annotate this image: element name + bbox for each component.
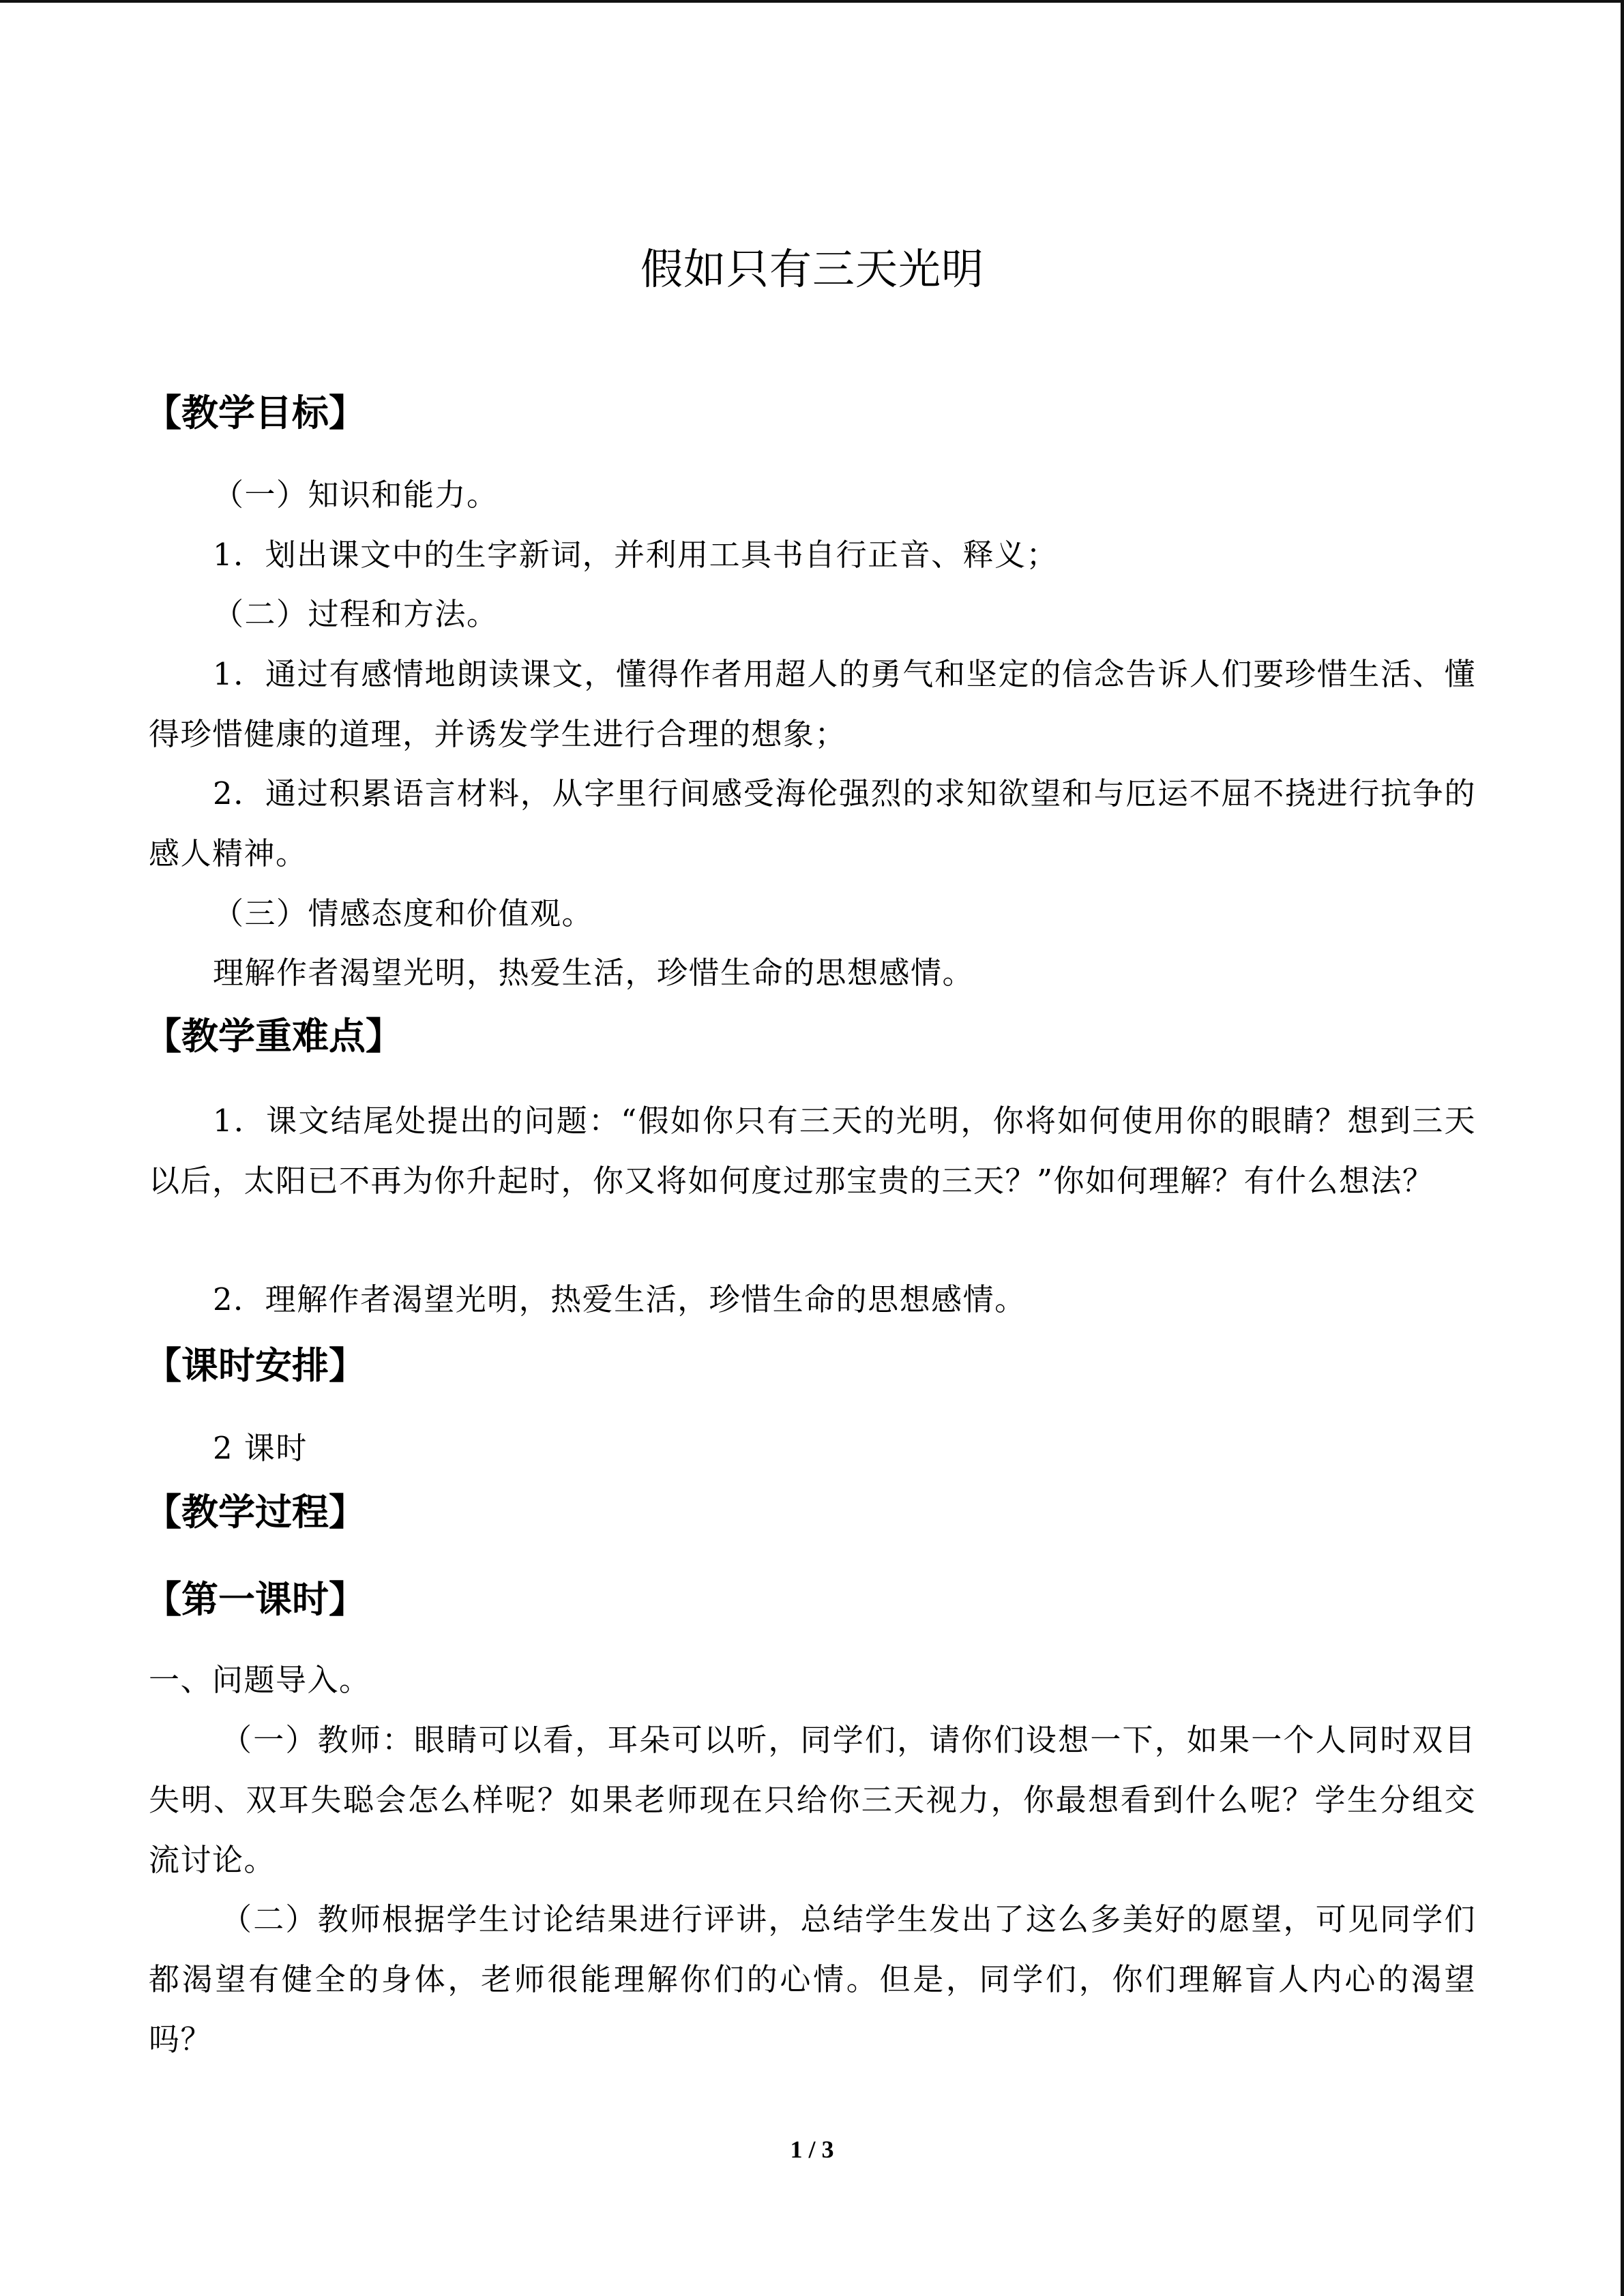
document-title: 假如只有三天光明 xyxy=(640,243,984,294)
objective-process-item-1: 1．通过有感情地朗读课文，懂得作者用超人的勇气和坚定的信念告诉人们要珍惜生活、懂得珍惜健康的道理，并诱发学生进行合理的想象； xyxy=(149,656,1476,752)
objective-emotion-label: （三）情感态度和价值观。 xyxy=(213,895,594,931)
objective-knowledge-item-1: 1．划出课文中的生字新词，并利用工具书自行正音、释义； xyxy=(213,537,1059,573)
schedule-value: 2 课时 xyxy=(213,1430,308,1466)
objective-process-label: （二）过程和方法。 xyxy=(213,596,499,632)
heading-process: 【教学过程】 xyxy=(145,1491,366,1534)
heading-schedule: 【课时安排】 xyxy=(145,1344,366,1387)
heading-key-points: 【教学重难点】 xyxy=(145,1015,402,1058)
key-point-item-1: 1．课文结尾处提出的问题：“假如你只有三天的光明，你将如何使用你的眼睛？想到三天以后，太阳已不再为你升起时，你又将如何度过那宝贵的三天？”你如何理解？有什么想法？ xyxy=(149,1103,1476,1199)
page-number: 1 / 3 xyxy=(790,2136,834,2163)
objective-knowledge-label: （一）知识和能力。 xyxy=(213,477,499,513)
heading-first-lesson: 【第一课时】 xyxy=(145,1578,366,1621)
page-border-top xyxy=(0,0,1624,3)
lesson-step-intro: 一、问题导入。 xyxy=(149,1662,371,1698)
heading-objectives: 【教学目标】 xyxy=(145,391,366,434)
lesson-step-teacher-review: （二）教师根据学生讨论结果进行评讲，总结学生发出了这么多美好的愿望，可见同学们都渴望有健全的身体，老师很能理解你们的心情。但是，同学们，你们理解盲人内心的渴望吗？ xyxy=(149,1901,1476,2057)
page-border-right xyxy=(1621,0,1624,2296)
key-point-item-2: 2．理解作者渴望光明，热爱生活，珍惜生命的思想感情。 xyxy=(213,1281,1027,1317)
objective-emotion-item: 理解作者渴望光明，热爱生活，珍惜生命的思想感情。 xyxy=(213,955,975,991)
objective-process-item-2: 2．通过积累语言材料，从字里行间感受海伦强烈的求知欲望和与厄运不屈不挠进行抗争的感人精神。 xyxy=(149,775,1476,871)
lesson-step-teacher-question: （一）教师：眼睛可以看，耳朵可以听，同学们，请你们设想一下，如果一个人同时双目失明、双耳失聪会怎么样呢？如果老师现在只给你三天视力，你最想看到什么呢？学生分组交流讨论。 xyxy=(149,1722,1476,1878)
